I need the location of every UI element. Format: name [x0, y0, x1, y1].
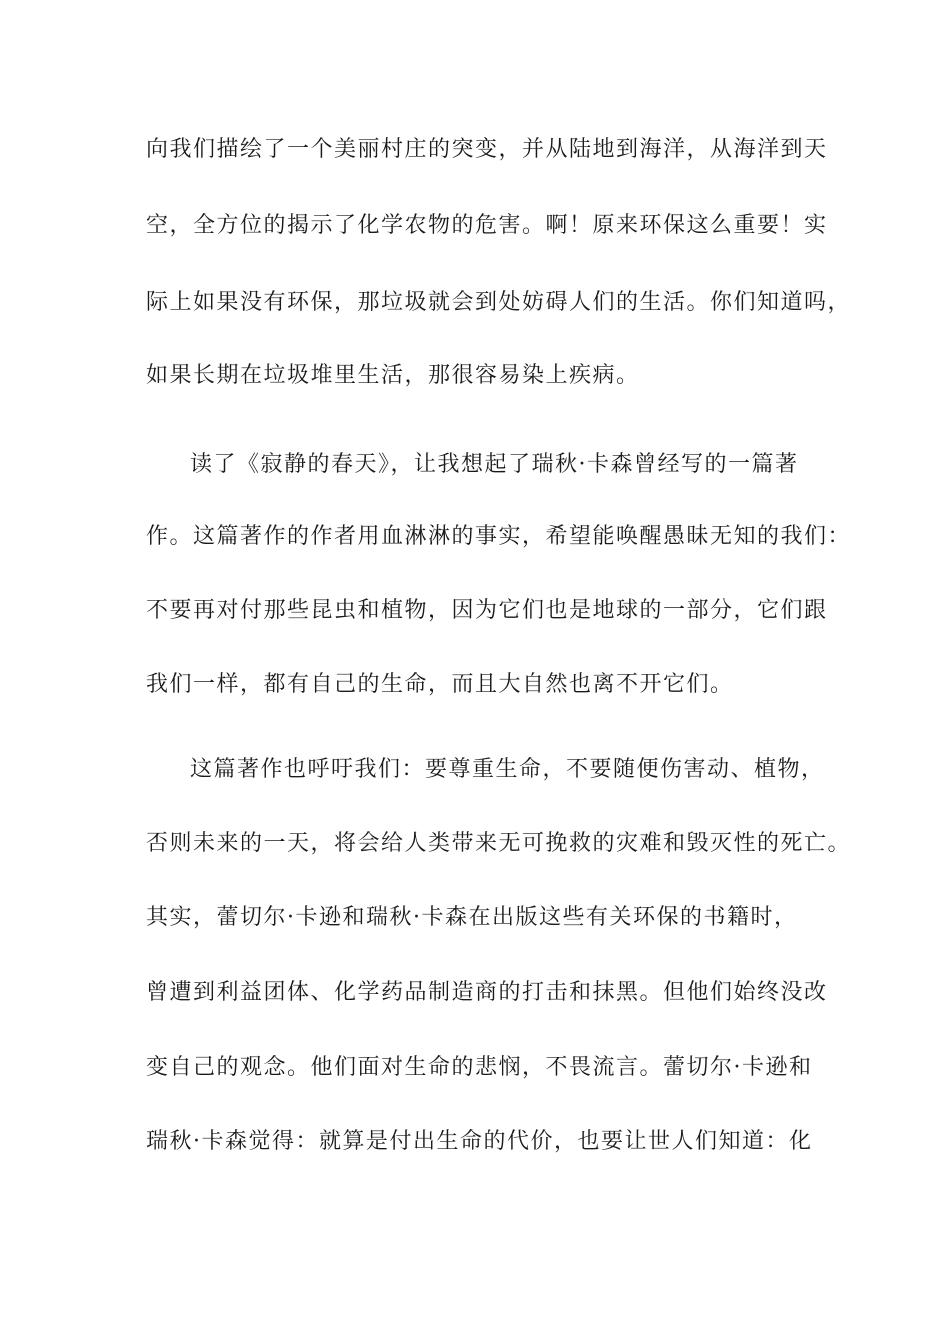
paragraph-first-line: 读了《寂静的春天》，让我想起了瑞秋·卡森曾经写的一篇著 [190, 452, 799, 477]
text-line: 不要再对付那些昆虫和植物，因为它们也是地球的一部分，它们跟 [146, 598, 828, 623]
text-line: 空，全方位的揭示了化学农物的危害。啊！原来环保这么重要！实 [146, 213, 828, 238]
text-line: 其实，蕾切尔·卡逊和瑞秋·卡森在出版这些有关环保的书籍时， [146, 905, 798, 930]
text-line: 我们一样，都有自己的生命，而且大自然也离不开它们。 [146, 672, 734, 697]
text-line: 向我们描绘了一个美丽村庄的突变，并从陆地到海洋，从海洋到天 [146, 137, 828, 162]
text-line: 否则未来的一天，将会给人类带来无可挽救的灾难和毁灭性的死亡。 [146, 831, 852, 856]
text-line: 变自己的观念。他们面对生命的悲悯，不畏流言。蕾切尔·卡逊和 [146, 1055, 813, 1080]
paragraph-first-line: 这篇著作也呼吁我们：要尊重生命，不要随便伤害动、植物， [190, 757, 825, 782]
text-line: 作。这篇著作的作者用血淋淋的事实，希望能唤醒愚昧无知的我们： [146, 524, 852, 549]
text-line: 曾遭到利益团体、化学药品制造商的打击和抹黑。但他们始终没改 [146, 980, 828, 1005]
text-line: 瑞秋·卡森觉得：就算是付出生命的代价，也要让世人们知道：化 [146, 1129, 813, 1154]
text-line: 如果长期在垃圾堆里生活，那很容易染上疾病。 [146, 363, 640, 388]
text-line: 际上如果没有环保，那垃圾就会到处妨碍人们的生活。你们知道吗， [146, 290, 852, 315]
